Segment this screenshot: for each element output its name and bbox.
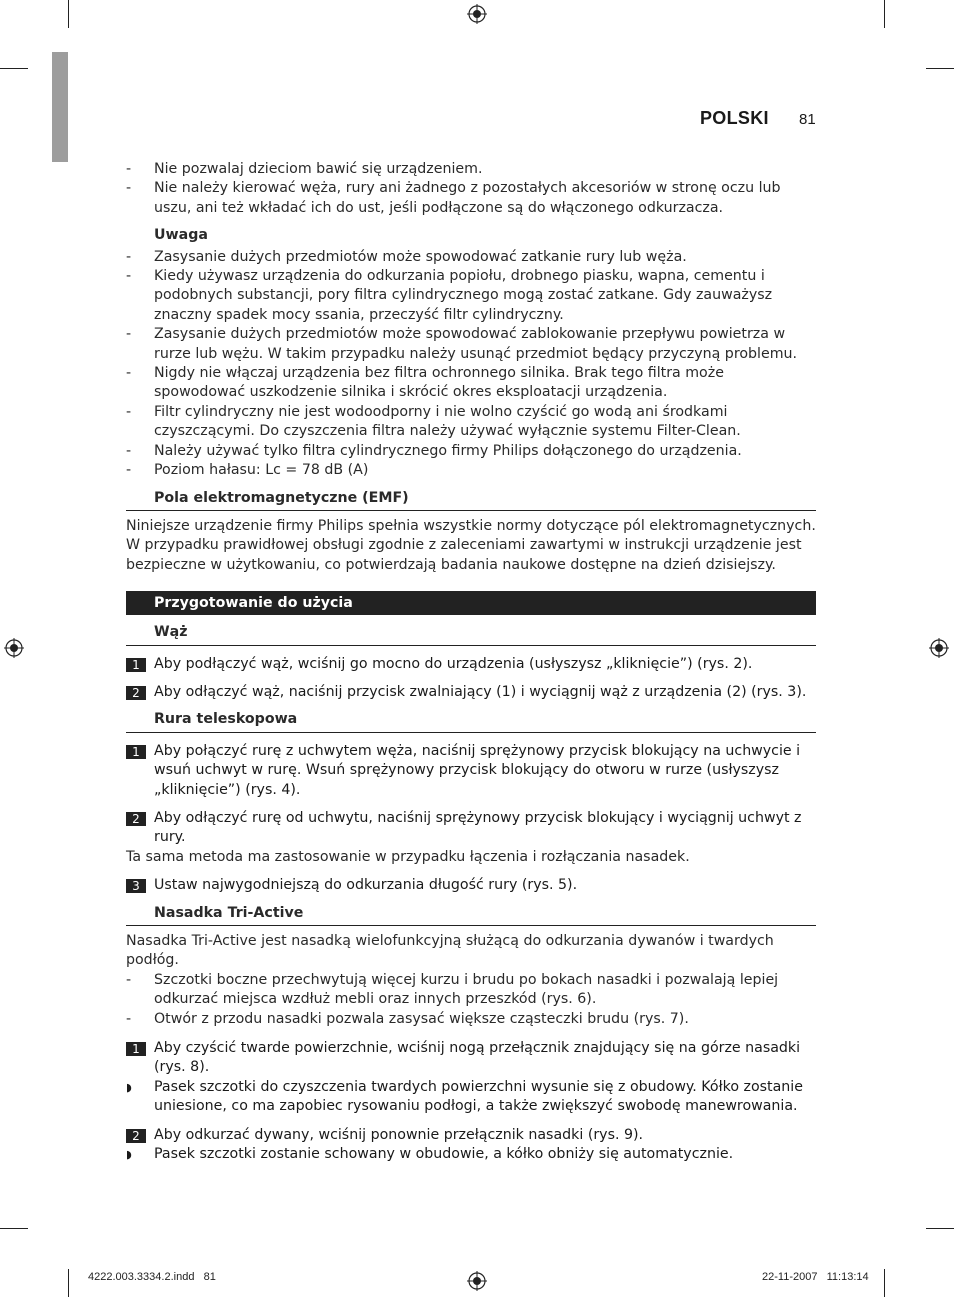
- crop-mark: [926, 1228, 954, 1229]
- step-number: 1: [126, 745, 146, 759]
- emf-heading: Pola elektromagnetyczne (EMF): [126, 489, 816, 511]
- step-number: 2: [126, 812, 146, 826]
- section-title: Przygotowanie do użycia: [126, 591, 816, 615]
- footer-datetime: 22-11-2007 11:13:14: [762, 1271, 869, 1283]
- result-item: ◗ Pasek szczotki do czyszczenia twardych powierzchni wysunie się z obudowy. Kółko zostanie uniesione, co ma zapobiec rysowaniu podłogi, a także zwiększyć swobodę manewrowania.: [126, 1078, 803, 1115]
- dash-icon: -: [126, 326, 132, 343]
- dash-icon: -: [126, 365, 132, 382]
- step-number: 2: [126, 1129, 146, 1143]
- list-item: - Zasysanie dużych przedmiotów może spowodować zablokowanie przepływu powietrza w rurze lub wężu. W takim przypadku należy usunąć przedmiot będący przyczyną problemu.: [126, 326, 798, 362]
- triactive-intro: Nasadka Tri-Active jest nasadką wielofunkcyjną służącą do odkurzania dywanów i twardych podłóg.: [126, 933, 774, 969]
- dash-icon: -: [126, 1010, 132, 1027]
- page-number: 81: [799, 111, 816, 128]
- dash-icon: -: [126, 248, 132, 265]
- list-item: - Szczotki boczne przechwytują więcej kurzu i brudu po bokach nasadki i pozwalają lepiej odkurzać miejsca wzdłuż mebli oraz innych przeszkód (rys. 6).: [126, 971, 779, 1008]
- dash-icon: -: [126, 442, 132, 459]
- footer-file: 4222.003.3334.2.indd 81: [88, 1271, 216, 1283]
- step-item: 2 Aby odkurzać dywany, wciśnij ponownie przełącznik nasadki (rys. 9).: [126, 1126, 816, 1145]
- crop-mark: [68, 0, 69, 28]
- list-item: - Kiedy używasz urządzenia do odkurzania popiołu, drobnego piasku, wapna, cementu i podobnych substancji, pory filtra cylindrycznego mogą zostać zatkane. Gdy zauważysz znaczny spadek mocy ssania, przeczyść filtr cylindryczny.: [126, 268, 773, 323]
- result-item: ◗ Pasek szczotki zostanie schowany w obudowie, a kółko obniży się automatycznie.: [126, 1145, 816, 1164]
- dash-icon: -: [126, 268, 132, 285]
- crop-mark: [0, 1228, 28, 1229]
- step-number: 3: [126, 879, 146, 893]
- hose-heading: Wąż: [126, 623, 816, 645]
- list-item: - Otwór z przodu nasadki pozwala zasysać większe cząsteczki brudu (rys. 7).: [126, 1010, 816, 1029]
- dash-icon: -: [126, 161, 132, 177]
- step-item: 1 Aby połączyć rurę z uchwytem węża, naciśnij sprężynowy przycisk blokujący na uchwycie i wsuń uchwyt w rurę. Wsuń sprężynowy przycisk blokujący do otworu w rurze (usłyszysz „kliknięcie”) (rys. 4).: [126, 742, 816, 800]
- list-item: - Nie należy kierować węża, rury ani żadnego z pozostałych akcesoriów w stronę oczu lub uszu, ani też wkładać ich do ust, jeśli podłączone są do włączonego odkurzacza.: [126, 180, 781, 216]
- list-item: - Poziom hałasu: Lc = 78 dB (A): [126, 461, 816, 480]
- step-item: 3 Ustaw najwygodniejszą do odkurzania długość rury (rys. 5).: [126, 876, 816, 895]
- crop-mark: [926, 68, 954, 69]
- result-marker-icon: ◗: [126, 1080, 132, 1094]
- registration-mark-icon: [4, 638, 24, 658]
- triactive-heading: Nasadka Tri-Active: [126, 904, 816, 926]
- list-item: - Nigdy nie włączaj urządzenia bez filtra ochronnego silnika. Brak tego filtra może spowodować uszkodzenie silnika i skrócić okres eksploatacji urządzenia.: [126, 365, 724, 401]
- tube-heading: Rura teleskopowa: [126, 710, 816, 732]
- dash-icon: -: [126, 971, 132, 988]
- emf-paragraph: Niniejsze urządzenie firmy Philips spełnia wszystkie normy dotyczące pól elektromagnetycznych. W przypadku prawidłowej obsługi zgodnie z zaleceniami zawartymi w instrukcji urządzenie jest bezpieczne w użytkowaniu, co potwierdzają badania naukowe dostępne na dzień dzisiejszy.: [126, 517, 816, 573]
- step-number: 2: [126, 686, 146, 700]
- list-item: - Nie pozwalaj dzieciom bawić się urządzeniem.: [126, 160, 816, 179]
- crop-mark: [68, 1269, 69, 1297]
- list-item: - Należy używać tylko filtra cylindrycznego firmy Philips dołączonego do urządzenia.: [126, 442, 816, 461]
- crop-mark: [884, 1269, 885, 1297]
- list-item: - Zasysanie dużych przedmiotów może spowodować zatkanie rury lub węża.: [126, 248, 816, 267]
- step-item: 2 Aby odłączyć wąż, naciśnij przycisk zwalniający (1) i wyciągnij wąż z urządzenia (2) (rys. 3).: [126, 683, 816, 702]
- crop-mark: [884, 0, 885, 28]
- dash-icon: -: [126, 180, 132, 197]
- caution-heading: Uwaga: [154, 227, 208, 244]
- registration-mark-icon: [467, 1271, 487, 1291]
- step-item: 2 Aby odłączyć rurę od uchwytu, naciśnij sprężynowy przycisk blokujący i wyciągnij uchwyt z rury.: [126, 809, 816, 848]
- page-content: [126, 160, 816, 1164]
- header-language: POLSKI: [700, 108, 769, 128]
- step-number: 1: [126, 658, 146, 672]
- registration-mark-icon: [929, 638, 949, 658]
- language-tab-bar: [52, 52, 68, 162]
- step-item: 1 Aby czyścić twarde powierzchnie, wciśnij nogą przełącznik znajdujący się na górze nasadki (rys. 8).: [126, 1039, 816, 1078]
- tube-note: Ta sama metoda ma zastosowanie w przypadku łączenia i rozłączania nasadek.: [126, 848, 690, 865]
- registration-mark-icon: [467, 4, 487, 24]
- dash-icon: -: [126, 403, 132, 420]
- result-marker-icon: ◗: [126, 1148, 132, 1162]
- crop-mark: [0, 68, 28, 69]
- list-item: - Filtr cylindryczny nie jest wodoodporny i nie wolno czyścić go wodą ani środkami czyszczącymi. Do czyszczenia filtra należy używać wyłącznie systemu Filter-Clean.: [126, 403, 741, 440]
- dash-icon: -: [126, 462, 132, 479]
- step-number: 1: [126, 1042, 146, 1056]
- step-item: 1 Aby podłączyć wąż, wciśnij go mocno do urządzenia (usłyszysz „kliknięcie”) (rys. 2).: [126, 655, 816, 674]
